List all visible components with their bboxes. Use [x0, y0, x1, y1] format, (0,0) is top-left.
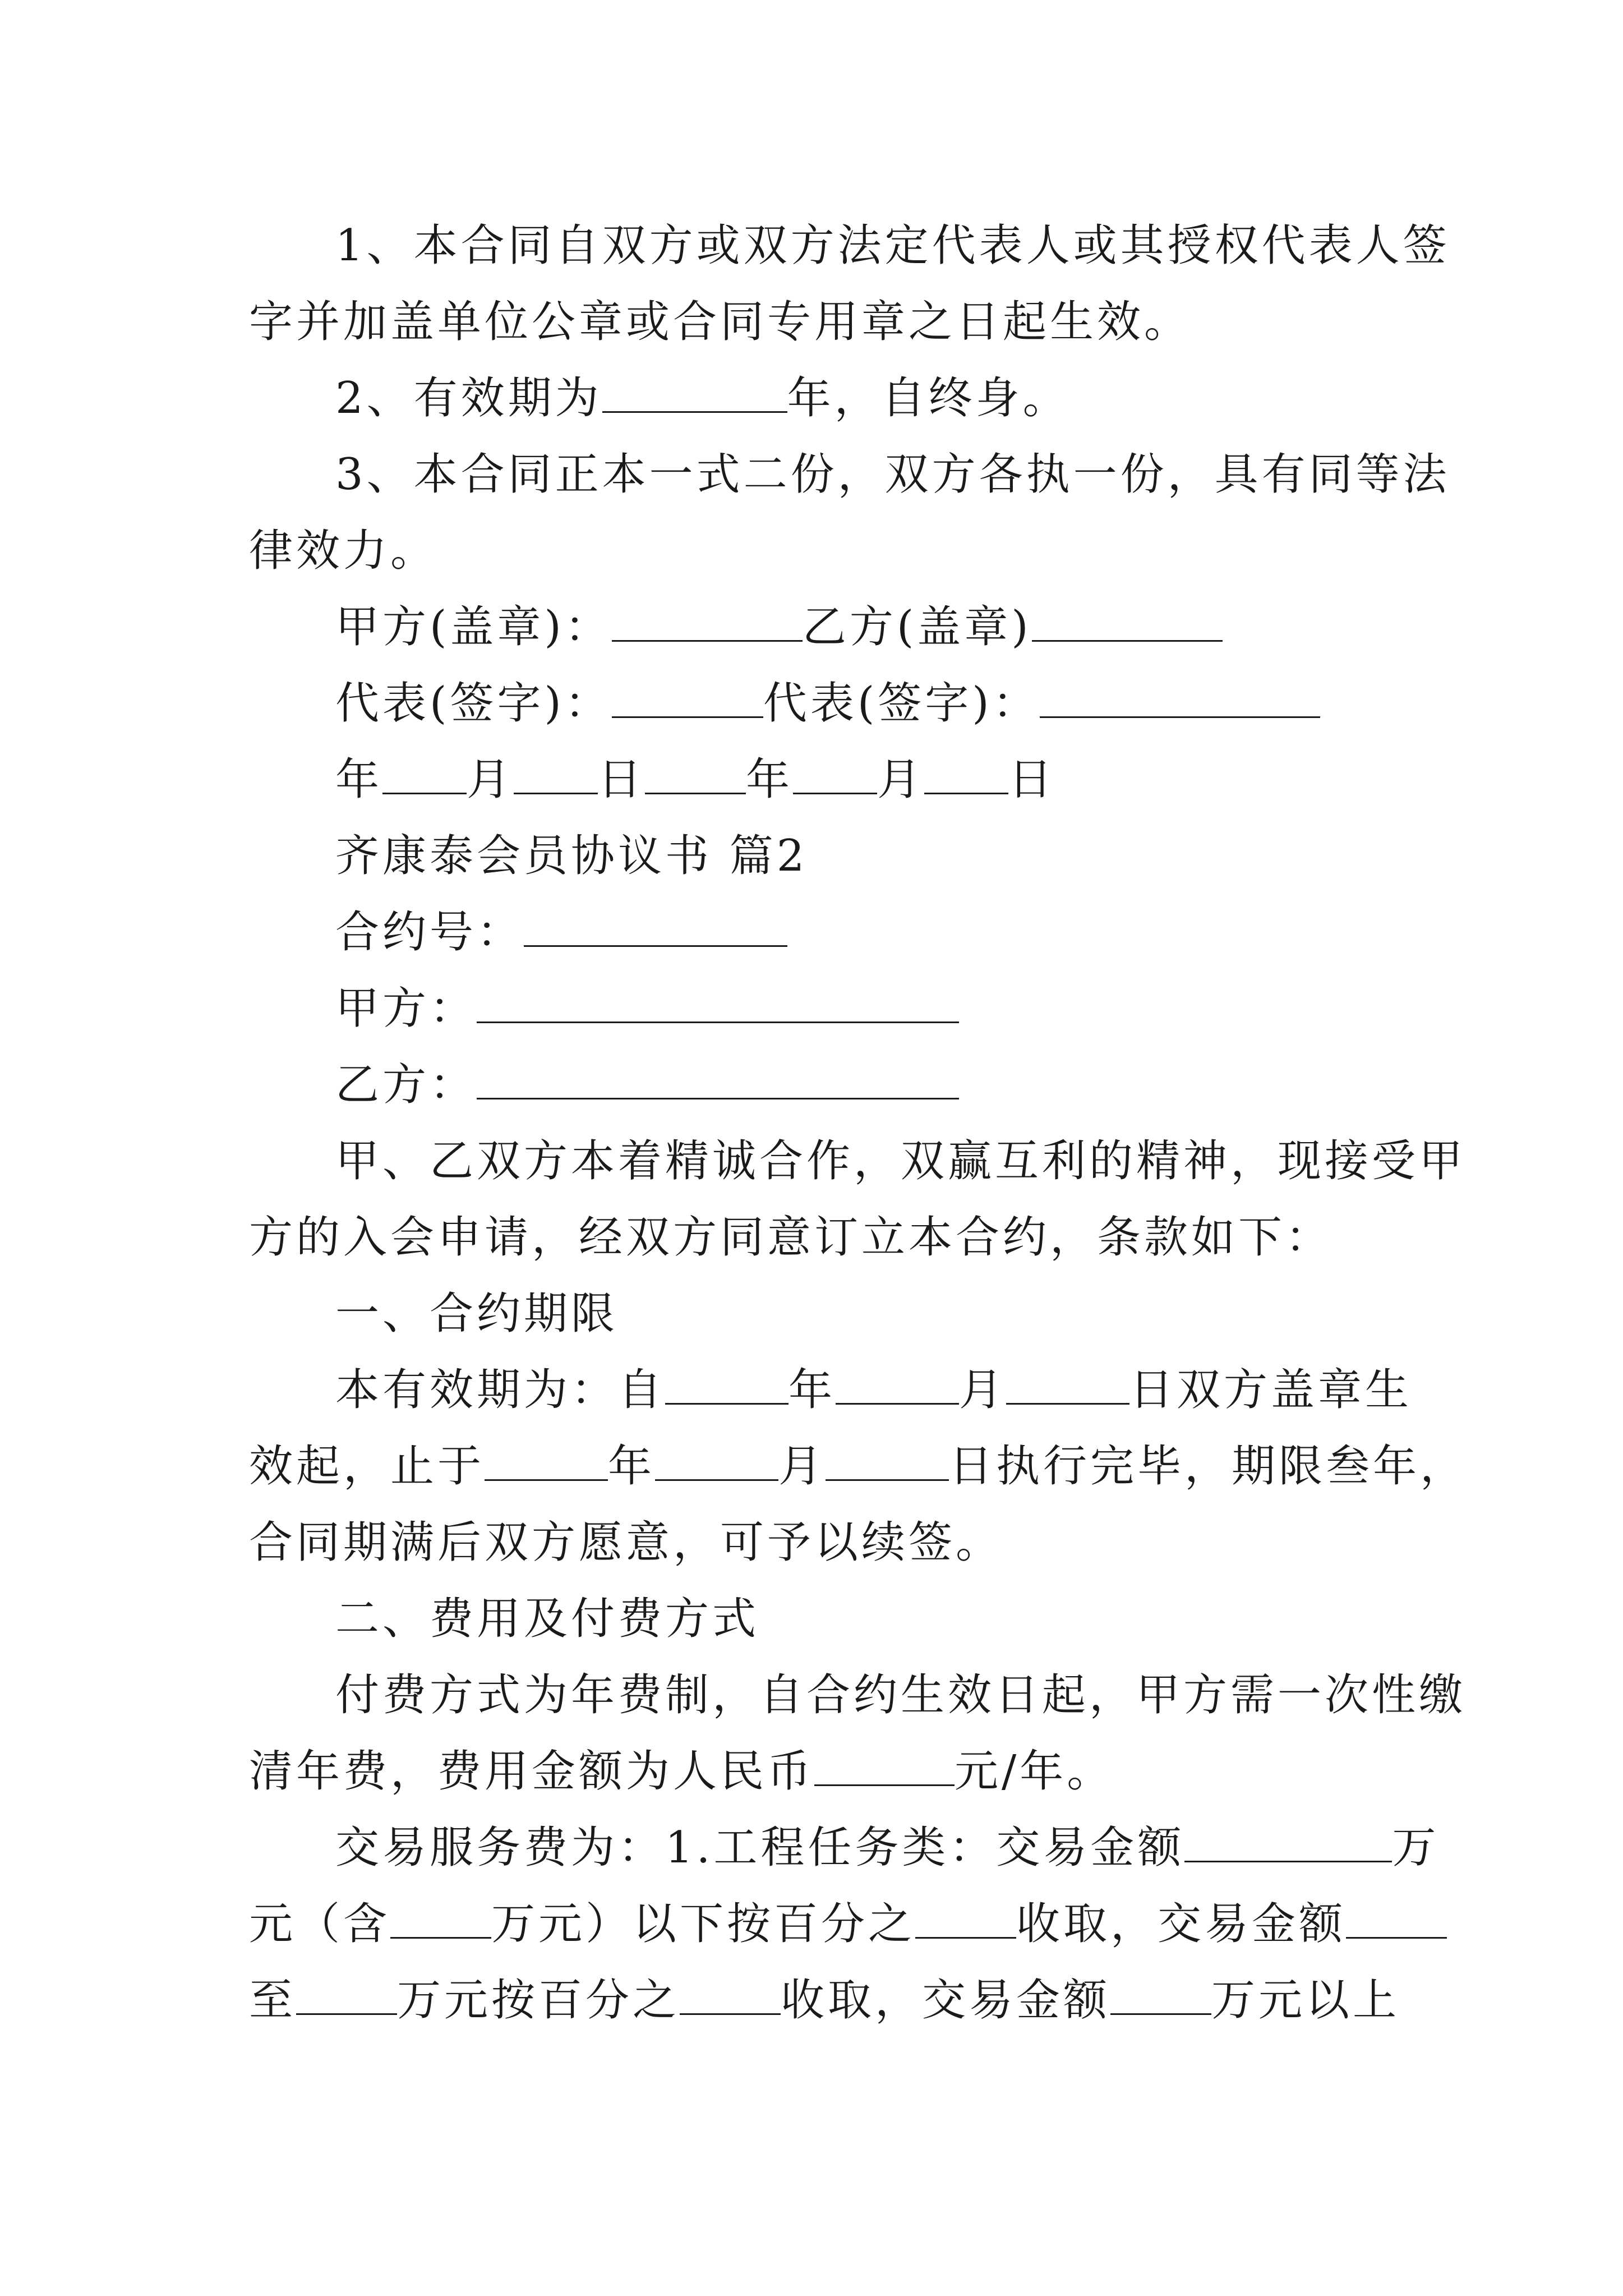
text: 元/年。	[955, 1746, 1114, 1797]
clause-2-label: 2、有效期为	[335, 373, 602, 424]
text: 万元以上	[1211, 1975, 1400, 2026]
party-a-label: 甲方：	[335, 983, 477, 1034]
blank-field	[382, 757, 467, 794]
term-line-2	[249, 1428, 1467, 1504]
date-month: 月	[467, 754, 514, 805]
blank-field	[477, 986, 959, 1023]
text: 本有效期为：自	[335, 1365, 666, 1415]
intro-line-2: 方的入会申请，经双方同意订立本合约，条款如下：	[249, 1212, 1333, 1263]
seal-line	[335, 589, 1223, 665]
date-month: 月	[877, 754, 925, 805]
text: 万元）以下按百分之	[491, 1899, 916, 1949]
text: 年	[608, 1441, 656, 1492]
clause-2-tail: 年，自终身。	[787, 373, 1070, 424]
blank-field	[680, 1977, 781, 2015]
text: 至	[249, 1975, 297, 2026]
service-fee-line-2	[249, 1886, 1447, 1962]
text: 交易服务费为：1.工程任务类：交易金额	[335, 1823, 1185, 1873]
date-day: 日	[598, 754, 645, 805]
rep-b-sign-label: 代表(签字)：	[763, 678, 1040, 729]
text: 收取，交易金额	[1016, 1899, 1347, 1949]
text: 元（含	[249, 1899, 391, 1949]
fee-line-1: 付费方式为年费制，自合约生效日起，甲方需一次性缴	[335, 1670, 1467, 1720]
heading-term: 一、合约期限	[335, 1289, 619, 1339]
party-b-line	[335, 1047, 959, 1123]
blank-field	[1040, 680, 1320, 718]
text: 清年费，费用金额为人民币	[249, 1746, 815, 1797]
text: 月	[778, 1441, 826, 1492]
party-b-label: 乙方：	[335, 1060, 477, 1110]
blank-field	[296, 1977, 397, 2015]
date-line	[335, 742, 1055, 818]
blank-field	[612, 680, 763, 718]
blank-field	[665, 1367, 789, 1405]
blank-field	[485, 1443, 608, 1481]
text: 日双方盖章生	[1129, 1365, 1413, 1415]
text: 日执行完毕，期限叁年，	[949, 1441, 1468, 1492]
blank-field	[524, 909, 787, 947]
party-a-seal-label: 甲方(盖章)：	[335, 602, 612, 652]
term-line-1	[335, 1352, 1412, 1428]
blank-field	[915, 1901, 1016, 1939]
blank-field	[924, 757, 1008, 794]
text: 年	[789, 1365, 836, 1415]
text: 收取，交易金额	[781, 1975, 1111, 2026]
text: 月	[959, 1365, 1007, 1415]
blank-field	[1006, 1367, 1129, 1405]
blank-field	[602, 375, 787, 413]
clause-3-line-2: 律效力。	[249, 526, 438, 576]
term-line-3: 合同期满后双方愿意，可予以续签。	[249, 1517, 1003, 1568]
blank-field	[1110, 1977, 1211, 2015]
text: 效起，止于	[249, 1441, 485, 1492]
blank-field	[514, 757, 598, 794]
blank-field	[612, 604, 803, 642]
blank-field	[645, 757, 746, 794]
blank-field	[1184, 1825, 1392, 1862]
clause-2	[335, 360, 1070, 436]
party-b-seal-label: 乙方(盖章)	[802, 602, 1032, 652]
signature-line	[335, 665, 1320, 742]
service-fee-line-1	[335, 1810, 1439, 1886]
blank-field	[1032, 604, 1223, 642]
blank-field	[826, 1443, 949, 1481]
contract-number-line	[335, 894, 787, 970]
text: 万	[1392, 1823, 1440, 1873]
heading-fee: 二、费用及付费方式	[335, 1594, 760, 1644]
intro-line-1: 甲、乙双方本着精诚合作，双赢互利的精神，现接受甲	[335, 1136, 1467, 1186]
blank-field	[477, 1062, 959, 1099]
date-day: 日	[1008, 754, 1056, 805]
blank-field	[814, 1749, 955, 1786]
clause-3-line-1: 3、本合同正本一式二份，双方各执一份，具有同等法	[335, 449, 1450, 500]
blank-field	[793, 757, 877, 794]
date-year: 年	[335, 754, 383, 805]
contract-number-label: 合约号：	[335, 907, 524, 958]
fee-line-2	[249, 1733, 1114, 1810]
rep-a-sign-label: 代表(签字)：	[335, 678, 612, 729]
clause-1-line-2: 字并加盖单位公章或合同专用章之日起生效。	[249, 297, 1192, 347]
blank-field	[655, 1443, 778, 1481]
party-a-line	[335, 970, 959, 1047]
date-year: 年	[746, 754, 794, 805]
service-fee-line-3	[249, 1962, 1400, 2039]
text: 万元按百分之	[397, 1975, 680, 2026]
blank-field	[1346, 1901, 1447, 1939]
clause-1-line-1: 1、本合同自双方或双方法定代表人或其授权代表人签	[335, 220, 1450, 271]
blank-field	[390, 1901, 491, 1939]
blank-field	[836, 1367, 959, 1405]
section-title: 齐康泰会员协议书 篇2	[335, 831, 808, 881]
